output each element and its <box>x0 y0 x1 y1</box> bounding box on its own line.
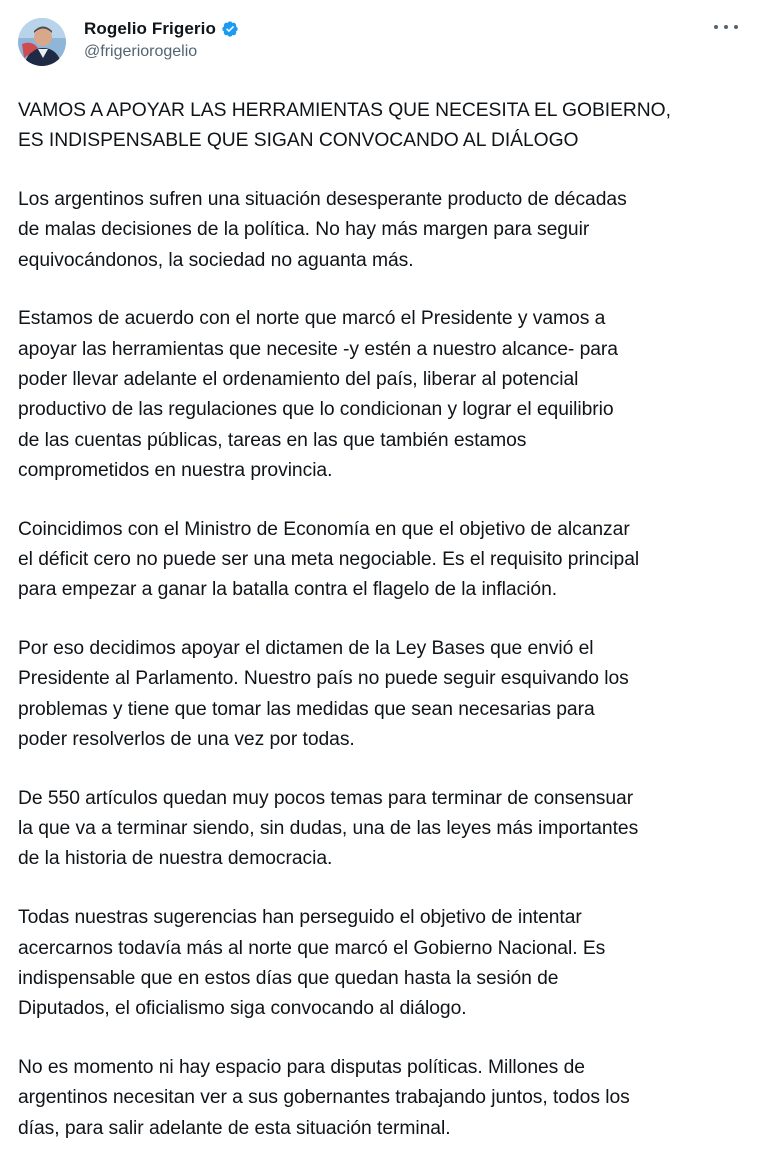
more-dot <box>734 25 738 29</box>
more-dot <box>714 25 718 29</box>
tweet-paragraph: Los argentinos sufren una situación desesperante producto de décadas de malas decisiones de la política. No hay más margen para seguir equivocándonos, la sociedad no aguanta más. <box>18 189 627 271</box>
name-row <box>84 19 239 39</box>
tweet-paragraph: Todas nuestras sugerencias han perseguido el objetivo de intentar acercarnos todavía más al norte que marcó el Gobierno Nacional. Es indispensable que en estos días que quedan hasta la sesión de Diputados, el oficialismo siga convocando al diálogo. <box>18 907 606 1020</box>
tweet-header <box>18 16 752 76</box>
user-names <box>84 19 239 61</box>
tweet-paragraph: Coincidimos con el Ministro de Economía en que el objetivo de alcanzar el déficit cero no puede ser una meta negociable. Es el requisito principal para empezar a ganar la batalla contra el flagelo de la inflación. <box>18 518 640 601</box>
tweet-paragraph: De 550 artículos quedan muy pocos temas para terminar de consensuar la que va a terminar siendo, sin dudas, una de las leyes más importantes de la historia de nuestra democracia. <box>18 787 639 870</box>
display-name[interactable]: Rogelio Frigerio <box>84 19 216 38</box>
more-horizontal-icon[interactable] <box>714 20 738 34</box>
tweet-text <box>18 96 758 1144</box>
avatar[interactable] <box>18 18 66 66</box>
tweet-paragraph: Por eso decidimos apoyar el dictamen de la Ley Bases que envió el Presidente al Parlamento. Nuestro país no puede seguir esquivando los problemas y tiene que tomar las medidas que sean necesarias para poder resolverlos de una vez por todas. <box>18 638 629 751</box>
tweet-paragraph: Estamos de acuerdo con el norte que marcó el Presidente y vamos a apoyar las herramientas que necesite -y estén a nuestro alcance- para poder llevar adelante el ordenamiento del país, liberar al potencial productivo de las regulaciones que lo condicionan y lograr el equilibrio de las cuentas públicas, tareas en las que también estamos comprometidos en nuestra provincia. <box>18 308 618 481</box>
more-dot <box>724 25 728 29</box>
profile-photo-icon <box>18 18 66 66</box>
tweet-paragraph: No es momento ni hay espacio para disputas políticas. Millones de argentinos necesitan ver a sus gobernantes trabajando juntos, todos los días, para salir adelante de esta situación terminal. <box>18 1056 630 1139</box>
tweet-paragraph-headline: VAMOS A APOYAR LAS HERRAMIENTAS QUE NECESITA EL GOBIERNO, ES INDISPENSABLE QUE SIGAN CONVOCANDO AL DIÁLOGO <box>18 100 671 152</box>
verified-badge-icon <box>221 20 239 38</box>
user-handle[interactable]: @frigeriorogelio <box>84 43 198 60</box>
